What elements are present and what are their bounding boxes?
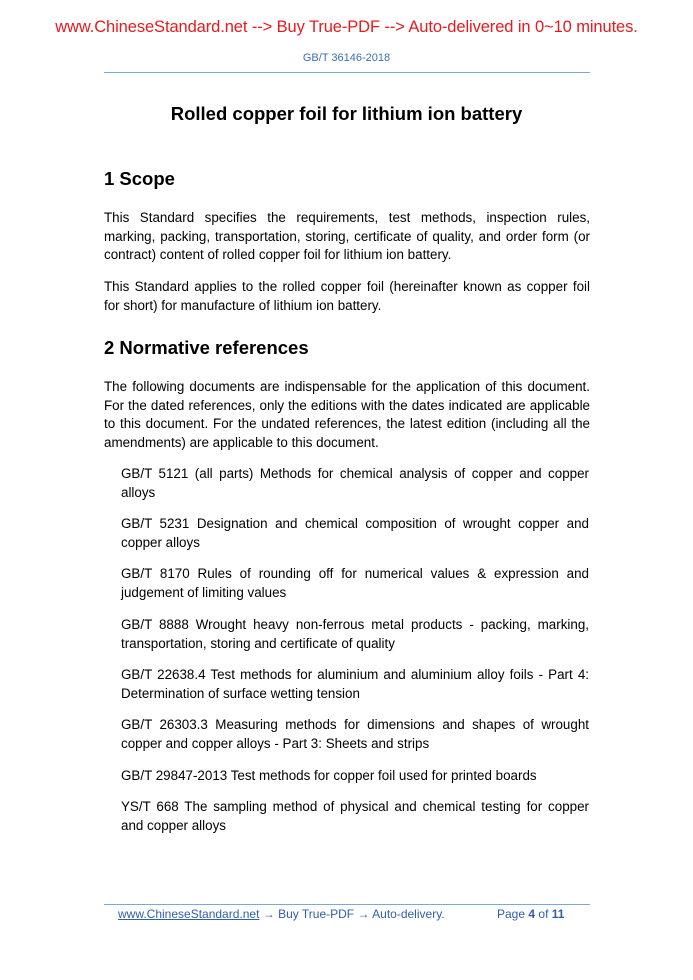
- reference-item: YS/T 668 The sampling method of physical and chemical testing for copper and copper alloys: [121, 799, 589, 833]
- reference-item: GB/T 5121 (all parts) Methods for chemical analysis of copper and copper alloys: [121, 466, 589, 500]
- reference-item: GB/T 26303.3 Measuring methods for dimensions and shapes of wrought copper and copper alloys - Part 3: Sheets and strips: [121, 717, 589, 751]
- scope-paragraph: This Standard applies to the rolled copper foil (hereinafter known as copper foil for short) for manufacture of lithium ion battery.: [104, 279, 590, 313]
- document-title: Rolled copper foil for lithium ion battery: [170, 103, 523, 124]
- current-page-number: 4: [528, 907, 536, 921]
- reference-item: GB/T 22638.4 Test methods for aluminium and aluminium alloy foils - Part 4: Determination of surface wetting tension: [121, 667, 589, 701]
- footer-divider: [104, 904, 590, 905]
- normative-heading: 2 Normative references: [104, 337, 309, 358]
- standard-code-header: GB/T 36146-2018: [302, 52, 391, 64]
- scope-section: [104, 167, 590, 191]
- reference-item: GB/T 29847-2013 Test methods for copper foil used for printed boards: [121, 768, 537, 783]
- arrow-right-icon: →: [262, 907, 275, 921]
- header-divider: [104, 72, 590, 73]
- scope-heading: 1 Scope: [104, 168, 175, 189]
- normative-intro: The following documents are indispensable for the application of this document. For the dated references, only the editions with the dates indicated are applicable to this document. For the undated references, the latest edition (including all the amendments) are applicable to this document.: [104, 379, 590, 450]
- normative-section: [104, 336, 590, 360]
- reference-item: GB/T 8170 Rules of rounding off for numerical values & expression and judgement of limiting values: [121, 566, 589, 600]
- footer-site-link[interactable]: www.ChineseStandard.net: [118, 907, 260, 921]
- top-banner-link[interactable]: www.ChineseStandard.net --> Buy True-PDF --> Auto-delivered in 0~10 minutes.: [55, 18, 638, 36]
- page-indicator: [497, 907, 564, 921]
- footer-buy-link[interactable]: Buy True-PDF: [278, 907, 355, 921]
- of-label: of: [538, 907, 549, 921]
- scope-paragraph: This Standard specifies the requirements, test methods, inspection rules, marking, packing, transportation, storing, certificate of quality, and order form (or contract) content of rolled copper foil for lithium ion battery.: [104, 210, 590, 263]
- footer-delivery-text: Auto-delivery.: [372, 907, 445, 921]
- arrow-right-icon: →: [357, 907, 370, 921]
- footer-links: [118, 907, 445, 921]
- reference-item: GB/T 8888 Wrought heavy non-ferrous metal products - packing, marking, transportation, storing and certificate of quality: [121, 617, 589, 651]
- reference-item: GB/T 5231 Designation and chemical composition of wrought copper and copper alloys: [121, 516, 589, 550]
- total-pages: 11: [551, 907, 565, 921]
- page-label: Page: [497, 907, 526, 921]
